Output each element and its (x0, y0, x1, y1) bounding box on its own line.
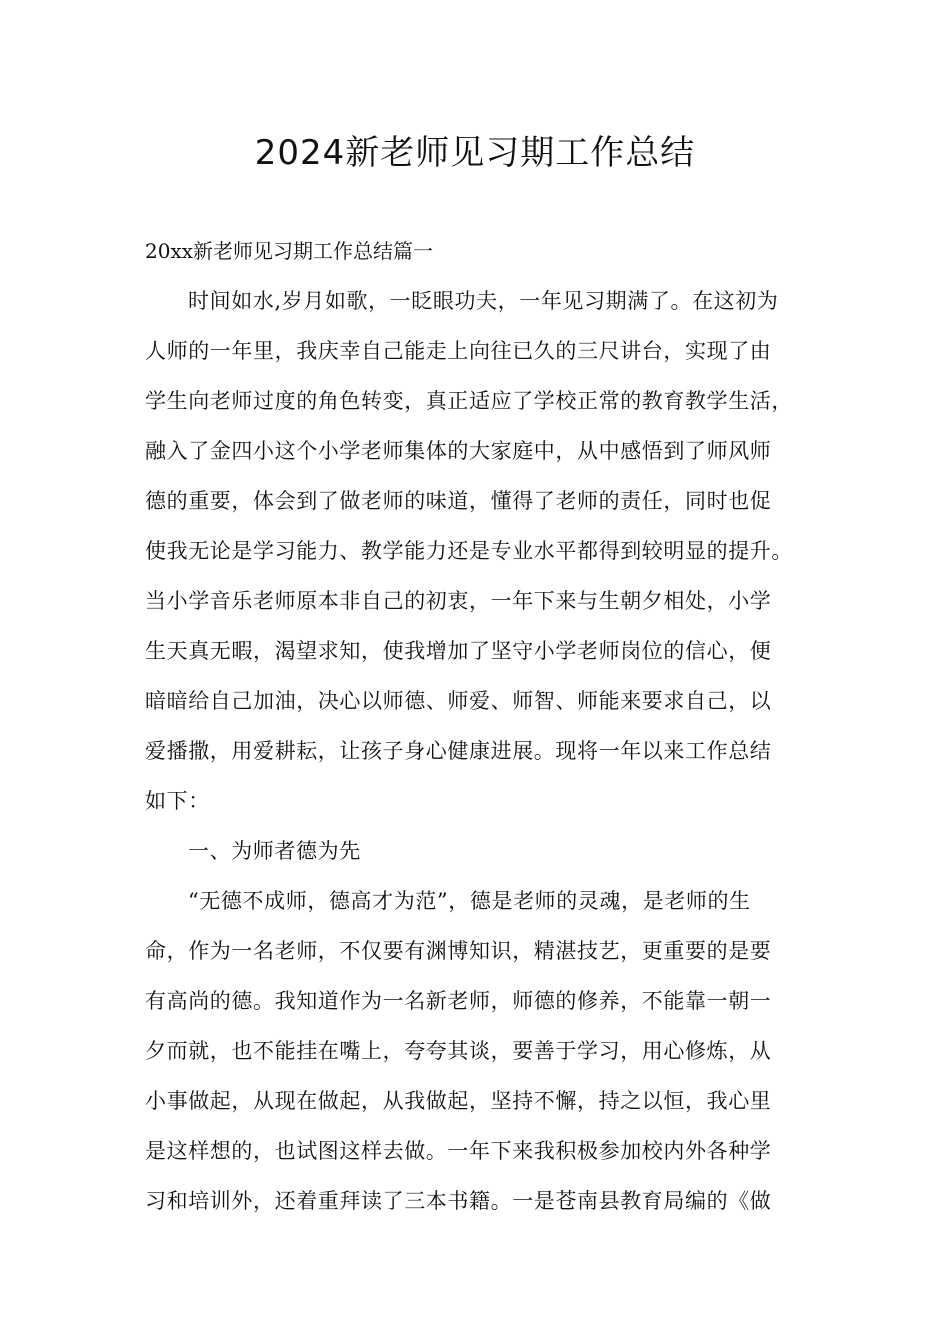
paragraph-line: 使我无论是学习能力、教学能力还是专业水平都得到较明显的提升。 (145, 539, 793, 563)
paragraph-line: 学生向老师过度的角色转变，真正适应了学校正常的教育教学生活， (145, 389, 793, 413)
paragraph-line: 暗暗给自己加油，决心以师德、师爱、师智、师能来要求自己，以 (145, 689, 772, 713)
paragraph-line: 有高尚的德。我知道作为一名新老师，师德的修养，不能靠一朝一 (145, 989, 772, 1013)
paragraph-line: 是这样想的，也试图这样去做。一年下来我积极参加校内外各种学 (145, 1139, 772, 1163)
paragraph-line: 融入了金四小这个小学老师集体的大家庭中，从中感悟到了师风师 (145, 439, 772, 463)
paragraph-line: “无德不成师，德高才为范”，德是老师的灵魂，是老师的生 (188, 889, 751, 913)
paragraph-line: 爱播撒，用爱耕耘，让孩子身心健康进展。现将一年以来工作总结 (145, 739, 772, 763)
paragraph-line: 小事做起，从现在做起，从我做起，坚持不懈，持之以恒，我心里 (145, 1089, 772, 1113)
section-heading: 一、为师者德为先 (188, 839, 361, 863)
paragraph-line: 生天真无暇，渴望求知，使我增加了坚守小学老师岗位的信心，便 (145, 639, 772, 663)
paragraph-line: 夕而就，也不能挂在嘴上，夸夸其谈，要善于学习，用心修炼，从 (145, 1039, 772, 1063)
paragraph-line: 命，作为一名老师，不仅要有渊博知识，精湛技艺，更重要的是要 (145, 939, 772, 963)
document-title: 2024新老师见习期工作总结 (254, 133, 696, 173)
paragraph-line: 习和培训外，还着重拜读了三本书籍。一是苍南县教育局编的《做 (145, 1189, 772, 1213)
paragraph-line: 德的重要，体会到了做老师的味道，懂得了老师的责任，同时也促 (145, 489, 772, 513)
paragraph-line: 当小学音乐老师原本非自己的初衷，一年下来与生朝夕相处，小学 (145, 589, 772, 613)
paragraph-line: 如下： (145, 789, 210, 813)
paragraph-line: 人师的一年里，我庆幸自己能走上向往已久的三尺讲台，实现了由 (145, 339, 772, 363)
section-subtitle: 20xx新老师见习期工作总结篇一 (145, 239, 434, 263)
paragraph-line: 时间如水,岁月如歌，一眨眼功夫，一年见习期满了。在这初为 (188, 289, 779, 313)
